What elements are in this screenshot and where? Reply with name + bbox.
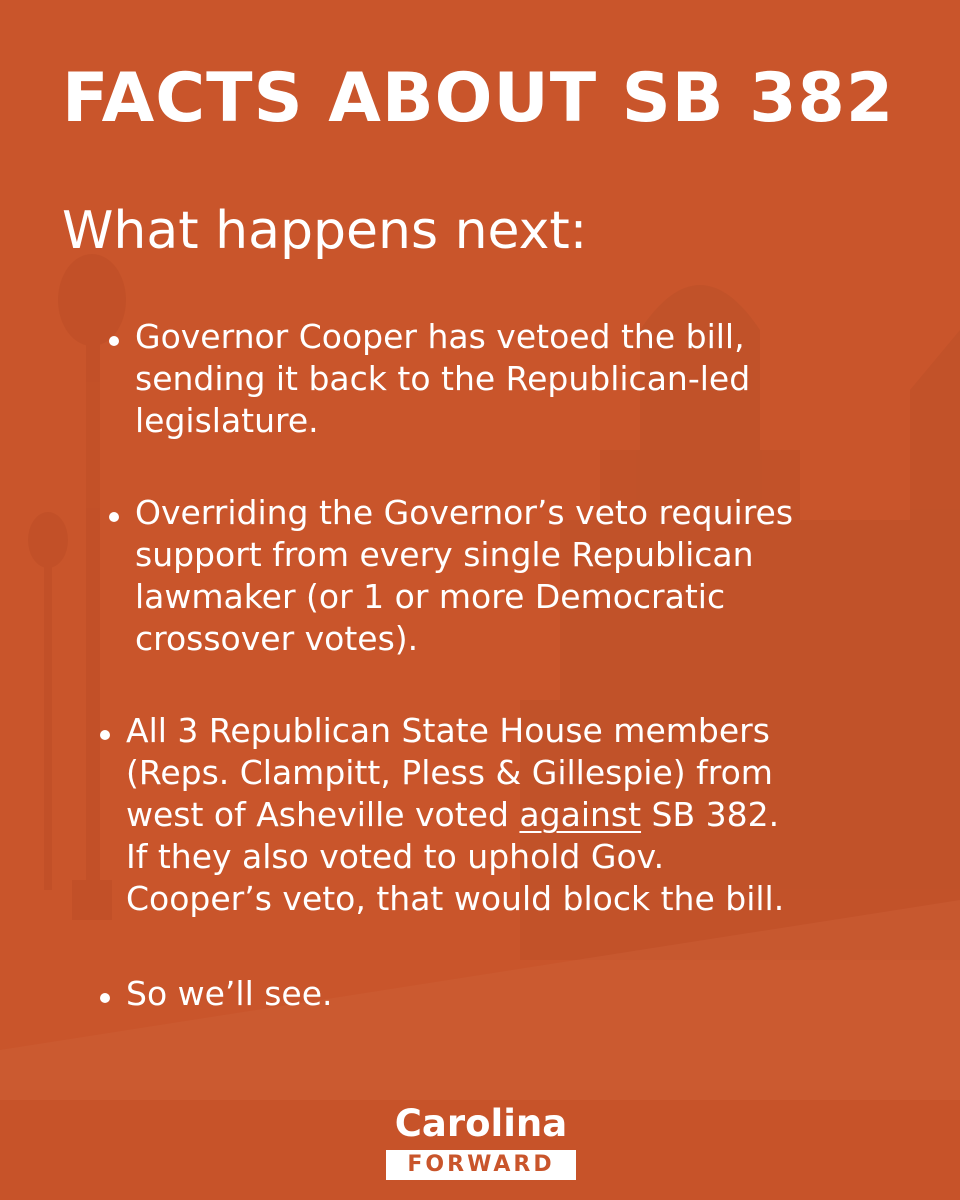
section-heading: What happens next:	[62, 201, 588, 261]
carolina-forward-logo	[386, 1104, 576, 1180]
list-item-text: All 3 Republican State House members (Reps. Clampitt, Pless & Gillespie) from west of Asheville voted against SB 382. If they also voted to uphold Gov. Cooper’s veto, that would block the bill.	[126, 711, 785, 918]
emphasis-text: against	[519, 795, 642, 834]
list-item-text: Governor Cooper has vetoed the bill, sending it back to the Republican-led legislature.	[135, 317, 751, 440]
page-title: FACTS ABOUT SB 382	[62, 59, 895, 138]
list-item	[100, 973, 333, 1015]
bullet-icon	[109, 512, 119, 522]
logo-wordmark-top: Carolina	[394, 1102, 568, 1145]
list-item	[109, 316, 750, 442]
logo-wordmark-bottom: FORWARD	[386, 1150, 576, 1180]
list-item-text: So we’ll see.	[126, 974, 333, 1013]
bullet-icon	[100, 730, 110, 740]
list-item	[100, 710, 784, 920]
bullet-icon	[100, 993, 110, 1003]
list-item	[109, 492, 793, 660]
list-item-text: Overriding the Governor’s veto requires support from every single Republican lawmaker (or 1 or more Democratic crossover votes).	[135, 493, 794, 658]
bullet-icon	[109, 336, 119, 346]
